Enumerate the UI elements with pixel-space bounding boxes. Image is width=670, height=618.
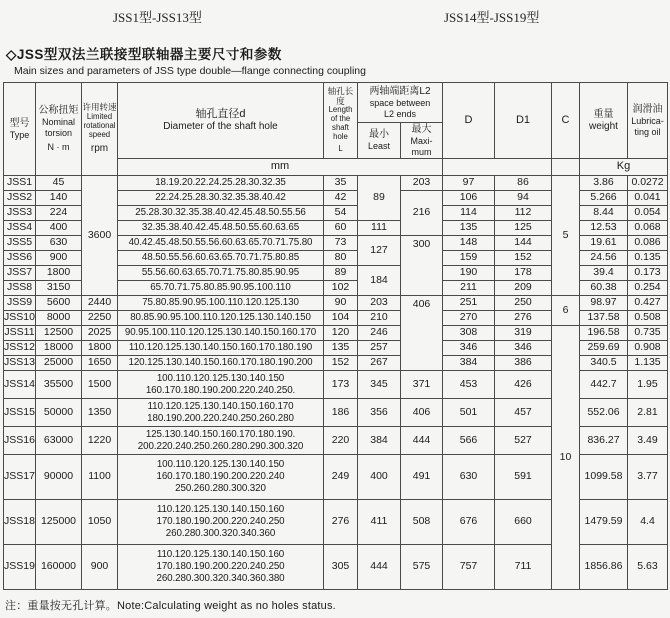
weight-label-cn: 重量 <box>593 108 614 120</box>
speed-label-cn: 许用转速 <box>82 102 117 113</box>
diameter-label-en: Diameter of the shaft hole <box>163 121 278 133</box>
cell-D1: 527 <box>495 427 552 455</box>
cell-weight: 3.86 <box>580 176 628 191</box>
cell-D1: 209 <box>495 281 552 296</box>
cell-weight: 12.53 <box>580 221 628 236</box>
cell-type: JSS15 <box>4 399 36 427</box>
cell-l2-least: 257 <box>358 341 401 356</box>
diameter-line: 32.35.38.40.42.45.48.50.55.60.63.65 <box>141 222 300 234</box>
cell-weight: 836.27 <box>580 427 628 455</box>
speed-label-en2: rotational <box>83 121 116 131</box>
cell-l2-least: 203 <box>358 296 401 311</box>
cell-oil: 1.135 <box>628 356 668 371</box>
length-symbol-label: L <box>338 144 343 154</box>
cell-length: 90 <box>324 296 358 311</box>
diameter-line: 90.95.100.110.120.125.130.140.150.160.170 <box>124 327 317 339</box>
cell-rpm: 1350 <box>82 399 118 427</box>
cell-torsion: 35500 <box>36 371 82 399</box>
cell-D: 251 <box>443 296 495 311</box>
cell-l2-max: 444 <box>401 427 443 455</box>
cell-D1: 660 <box>495 500 552 545</box>
diameter-line: 120.125.130.140.150.160.170.180.190.200 <box>128 357 313 369</box>
cell-diameters <box>118 326 324 341</box>
diameter-line: 48.50.55.56.60.63.65.70.71.75.80.85 <box>141 252 300 264</box>
diameter-line: 100.110.120.125.130.140.150 <box>156 372 285 384</box>
cell-torsion: 90000 <box>36 455 82 500</box>
col-header-oil <box>628 83 668 159</box>
cell-C: 6 <box>552 296 580 326</box>
cell-oil: 0.0272 <box>628 176 668 191</box>
col-header-l2-max <box>401 123 443 159</box>
oil-label-en2: ting oil <box>634 126 661 137</box>
cell-length: 73 <box>324 236 358 251</box>
cell-D1: 386 <box>495 356 552 371</box>
figure-caption-left: JSS1型-JSS13型 <box>113 10 202 25</box>
cell-rpm: 1800 <box>82 341 118 356</box>
col-header-type <box>4 83 36 176</box>
cell-D1: 346 <box>495 341 552 356</box>
cell-weight: 340.5 <box>580 356 628 371</box>
cell-type: JSS1 <box>4 176 36 191</box>
max-label-cn: 最大 <box>411 123 432 135</box>
cell-length: 249 <box>324 455 358 500</box>
cell-type: JSS12 <box>4 341 36 356</box>
cell-l2-least: 411 <box>358 500 401 545</box>
diameter-line: 250.260.280.300.320 <box>175 482 266 494</box>
cell-l2-least: 400 <box>358 455 401 500</box>
cell-diameters <box>118 191 324 206</box>
cell-D: 501 <box>443 399 495 427</box>
cell-diameters <box>118 427 324 455</box>
cell-torsion: 400 <box>36 221 82 236</box>
cell-C: 5 <box>552 176 580 296</box>
cell-D: 211 <box>443 281 495 296</box>
type-label-en: Type <box>9 129 30 140</box>
diameter-line: 260.280.300.320.340.360.380 <box>156 572 285 584</box>
cell-type: JSS17 <box>4 455 36 500</box>
cell-torsion: 12500 <box>36 326 82 341</box>
cell-diameters <box>118 281 324 296</box>
diameter-line: 200.220.240.250.260.280.290.300.320 <box>137 440 304 452</box>
diameter-line: 25.28.30.32.35.38.40.42.45.48.50.55.56 <box>135 207 306 219</box>
least-label-cn: 最小 <box>369 129 389 141</box>
cell-type: JSS16 <box>4 427 36 455</box>
cell-l2-least: 210 <box>358 311 401 326</box>
cell-D: 566 <box>443 427 495 455</box>
col-header-torsion <box>36 83 82 176</box>
cell-type: JSS19 <box>4 545 36 590</box>
cell-diameters <box>118 371 324 399</box>
cell-D1: 152 <box>495 251 552 266</box>
cell-D1: 125 <box>495 221 552 236</box>
cell-weight: 98.97 <box>580 296 628 311</box>
cell-torsion: 125000 <box>36 500 82 545</box>
torsion-label-en1: Nominal <box>41 117 75 128</box>
least-label-en: Least <box>367 141 391 152</box>
cell-length: 60 <box>324 221 358 236</box>
cell-diameters <box>118 176 324 191</box>
cell-weight: 552.06 <box>580 399 628 427</box>
footnote: 注：重量按无孔计算。Note:Calculating weight as no holes status. <box>5 600 336 612</box>
cell-D: 384 <box>443 356 495 371</box>
l2-label-en1: space between <box>369 97 431 108</box>
cell-type: JSS7 <box>4 266 36 281</box>
cell-D1: 178 <box>495 266 552 281</box>
cell-length: 135 <box>324 341 358 356</box>
cell-type: JSS3 <box>4 206 36 221</box>
cell-l2-least: 127 <box>358 236 401 266</box>
cell-oil: 0.254 <box>628 281 668 296</box>
cell-oil: 0.041 <box>628 191 668 206</box>
cell-weight: 8.44 <box>580 206 628 221</box>
unit-kg-cell: Kg <box>580 159 668 176</box>
cell-diameters <box>118 341 324 356</box>
diameter-line: 180.190.200.220.240.250.260.280 <box>147 412 294 424</box>
cell-rpm: 3600 <box>82 176 118 296</box>
cell-type: JSS2 <box>4 191 36 206</box>
cell-torsion: 50000 <box>36 399 82 427</box>
cell-length: 42 <box>324 191 358 206</box>
cell-l2-max: 575 <box>401 545 443 590</box>
cell-oil: 2.81 <box>628 399 668 427</box>
spec-table-body <box>4 176 668 590</box>
cell-diameters <box>118 311 324 326</box>
cell-length: 186 <box>324 399 358 427</box>
cell-weight: 39.4 <box>580 266 628 281</box>
cell-diameters <box>118 399 324 427</box>
cell-type: JSS18 <box>4 500 36 545</box>
cell-D1: 711 <box>495 545 552 590</box>
cell-length: 80 <box>324 251 358 266</box>
cell-weight: 19.61 <box>580 236 628 251</box>
cell-torsion: 3150 <box>36 281 82 296</box>
header-row-top <box>4 83 668 123</box>
cell-l2-max: 371 <box>401 371 443 399</box>
cell-D: 106 <box>443 191 495 206</box>
cell-diameters <box>118 236 324 251</box>
cell-torsion: 18000 <box>36 341 82 356</box>
diameter-line: 170.180.190.200.220.240.250 <box>156 516 285 528</box>
cell-l2-least: 356 <box>358 399 401 427</box>
cell-length: 220 <box>324 427 358 455</box>
cell-torsion: 25000 <box>36 356 82 371</box>
cell-oil: 5.63 <box>628 545 668 590</box>
cell-D: 159 <box>443 251 495 266</box>
diameter-line: 100.110.120.125.130.140.150 <box>156 459 285 471</box>
cell-length: 173 <box>324 371 358 399</box>
weight-label-en: weight <box>589 120 618 132</box>
col-header-diameter <box>118 83 324 159</box>
cell-C: 10 <box>552 326 580 590</box>
cell-l2-max: 508 <box>401 500 443 545</box>
max-label-en2: mum <box>411 146 432 157</box>
cell-D: 757 <box>443 545 495 590</box>
cell-type: JSS4 <box>4 221 36 236</box>
diameter-line: 40.42.45.48.50.55.56.60.63.65.70.71.75.80 <box>128 237 313 249</box>
diameter-line: 160.170.180.190.200.220.240 <box>156 471 285 483</box>
cell-l2-least: 444 <box>358 545 401 590</box>
cell-length: 89 <box>324 266 358 281</box>
cell-D1: 319 <box>495 326 552 341</box>
cell-D1: 426 <box>495 371 552 399</box>
oil-label-en1: Lubrica- <box>631 115 664 126</box>
cell-torsion: 224 <box>36 206 82 221</box>
figure-captions <box>0 0 670 35</box>
cell-length: 54 <box>324 206 358 221</box>
cell-torsion: 1800 <box>36 266 82 281</box>
cell-type: JSS14 <box>4 371 36 399</box>
cell-torsion: 45 <box>36 176 82 191</box>
cell-D: 270 <box>443 311 495 326</box>
cell-diameters <box>118 545 324 590</box>
cell-D1: 250 <box>495 296 552 311</box>
cell-D1: 457 <box>495 399 552 427</box>
cell-type: JSS10 <box>4 311 36 326</box>
torsion-label-cn: 公称扭矩 <box>38 105 79 117</box>
cell-l2-least: 89 <box>358 176 401 221</box>
page-subtitle: Main sizes and parameters of JSS type double—flange connecting coupling <box>14 65 366 77</box>
diameter-line: 260.280.300.320.340.360 <box>165 527 276 539</box>
diameter-line: 18.19.20.22.24.25.28.30.32.35 <box>155 177 286 189</box>
spec-row-JSS11 <box>4 326 668 341</box>
cell-l2-max: 216 <box>401 191 443 236</box>
cell-D: 114 <box>443 206 495 221</box>
length-label-en3: shaft hole <box>332 123 349 142</box>
cell-l2-max: 406 <box>401 399 443 427</box>
cell-type: JSS6 <box>4 251 36 266</box>
type-label-cn: 型号 <box>9 117 30 129</box>
cell-oil: 3.49 <box>628 427 668 455</box>
cell-rpm: 1100 <box>82 455 118 500</box>
cell-rpm: 2025 <box>82 326 118 341</box>
cell-weight: 24.56 <box>580 251 628 266</box>
cell-length: 276 <box>324 500 358 545</box>
cell-oil: 1.95 <box>628 371 668 399</box>
cell-l2-least: 345 <box>358 371 401 399</box>
cell-diameters <box>118 296 324 311</box>
cell-rpm: 900 <box>82 545 118 590</box>
cell-type: JSS13 <box>4 356 36 371</box>
cell-D: 346 <box>443 341 495 356</box>
cell-oil: 0.068 <box>628 221 668 236</box>
diameter-line: 80.85.90.95.100.110.120.125.130.140.150 <box>130 312 311 324</box>
figure-caption-right: JSS14型-JSS19型 <box>444 10 540 25</box>
diameter-line: 55.56.60.63.65.70.71.75.80.85.90.95 <box>141 267 300 279</box>
speed-label-en1: Limited <box>86 112 113 122</box>
spec-row-JSS1 <box>4 176 668 191</box>
cell-torsion: 160000 <box>36 545 82 590</box>
cell-oil: 4.4 <box>628 500 668 545</box>
cell-oil: 0.054 <box>628 206 668 221</box>
col-header-l2-group <box>358 83 443 123</box>
cell-length: 305 <box>324 545 358 590</box>
cell-l2-least: 111 <box>358 221 401 236</box>
cell-D: 453 <box>443 371 495 399</box>
cell-D: 630 <box>443 455 495 500</box>
cell-l2-max: 406 <box>401 296 443 371</box>
cell-type: JSS8 <box>4 281 36 296</box>
cell-length: 35 <box>324 176 358 191</box>
cell-weight: 5.266 <box>580 191 628 206</box>
cell-diameters <box>118 500 324 545</box>
cell-l2-least: 184 <box>358 266 401 296</box>
cell-D: 135 <box>443 221 495 236</box>
cell-rpm: 1050 <box>82 500 118 545</box>
cell-D: 148 <box>443 236 495 251</box>
diameter-line: 160.170.180.190.200.220.240.250. <box>145 384 296 396</box>
diameter-label-cn: 轴孔直径d <box>195 107 246 120</box>
length-label-cn: 轴孔长度 <box>327 85 354 106</box>
cell-diameters <box>118 455 324 500</box>
col-header-weight <box>580 83 628 159</box>
cell-oil: 0.908 <box>628 341 668 356</box>
oil-label-cn: 润滑油 <box>632 103 663 115</box>
unit-blank-c <box>552 159 580 176</box>
cell-weight: 442.7 <box>580 371 628 399</box>
l2-label-cn: 两轴端距离L2 <box>369 85 431 97</box>
cell-D1: 94 <box>495 191 552 206</box>
max-label-en1: Maxi- <box>410 135 433 146</box>
cell-l2-max: 300 <box>401 236 443 296</box>
diameter-line: 110.120.125.130.140.150.160.170.180.190 <box>128 342 313 354</box>
diameter-line: 75.80.85.90.95.100.110.120.125.130 <box>142 297 299 309</box>
col-header-C: C <box>552 83 580 159</box>
cell-D1: 112 <box>495 206 552 221</box>
cell-oil: 0.427 <box>628 296 668 311</box>
cell-l2-least: 384 <box>358 427 401 455</box>
cell-l2-max: 203 <box>401 176 443 191</box>
cell-length: 102 <box>324 281 358 296</box>
length-label-en2: of the <box>330 114 351 124</box>
l2-label-en2: L2 ends <box>383 108 417 119</box>
diameter-line: 110.120.125.130.140.150.160.170 <box>147 400 294 412</box>
cell-diameters <box>118 251 324 266</box>
speed-label-en3: speed <box>88 130 111 140</box>
length-label-en1: Length <box>328 105 353 115</box>
col-header-l2-least <box>358 123 401 159</box>
cell-D1: 144 <box>495 236 552 251</box>
col-header-speed <box>82 83 118 176</box>
cell-weight: 1856.86 <box>580 545 628 590</box>
cell-weight: 60.38 <box>580 281 628 296</box>
torsion-label-en2: torsion <box>44 128 72 139</box>
cell-weight: 137.58 <box>580 311 628 326</box>
cell-oil: 0.508 <box>628 311 668 326</box>
cell-weight: 196.58 <box>580 326 628 341</box>
cell-rpm: 1500 <box>82 371 118 399</box>
cell-D1: 276 <box>495 311 552 326</box>
cell-rpm: 2440 <box>82 296 118 311</box>
spec-table <box>3 82 668 590</box>
cell-weight: 259.69 <box>580 341 628 356</box>
cell-D: 190 <box>443 266 495 281</box>
cell-weight: 1099.58 <box>580 455 628 500</box>
cell-l2-max: 491 <box>401 455 443 500</box>
cell-diameters <box>118 206 324 221</box>
cell-torsion: 630 <box>36 236 82 251</box>
cell-oil: 0.173 <box>628 266 668 281</box>
cell-D: 308 <box>443 326 495 341</box>
cell-torsion: 5600 <box>36 296 82 311</box>
cell-D1: 86 <box>495 176 552 191</box>
unit-mm-cell: mm <box>118 159 443 176</box>
diameter-line: 170.180.190.200.220.240.250 <box>156 561 285 573</box>
cell-rpm: 2250 <box>82 311 118 326</box>
cell-type: JSS11 <box>4 326 36 341</box>
cell-torsion: 140 <box>36 191 82 206</box>
unit-blank-d-d1 <box>443 159 552 176</box>
col-header-D: D <box>443 83 495 159</box>
torsion-unit-label: N · m <box>47 141 70 152</box>
diameter-line: 65.70.71.75.80.85.90.95.100.110 <box>150 282 291 294</box>
cell-weight: 1479.59 <box>580 500 628 545</box>
col-header-D1: D1 <box>495 83 552 159</box>
cell-length: 120 <box>324 326 358 341</box>
cell-oil: 0.135 <box>628 251 668 266</box>
speed-unit-label: rpm <box>90 143 109 155</box>
cell-D: 676 <box>443 500 495 545</box>
diameter-line: 110.120.125.130.140.150.160 <box>156 504 285 516</box>
col-header-length <box>324 83 358 159</box>
cell-torsion: 900 <box>36 251 82 266</box>
cell-l2-least: 267 <box>358 356 401 371</box>
cell-torsion: 8000 <box>36 311 82 326</box>
cell-diameters <box>118 221 324 236</box>
cell-type: JSS9 <box>4 296 36 311</box>
cell-l2-least: 246 <box>358 326 401 341</box>
cell-D1: 591 <box>495 455 552 500</box>
cell-D: 97 <box>443 176 495 191</box>
diameter-line: 110.120.125.130.140.150.160 <box>156 549 285 561</box>
cell-length: 152 <box>324 356 358 371</box>
cell-oil: 3.77 <box>628 455 668 500</box>
cell-oil: 0.735 <box>628 326 668 341</box>
cell-diameters <box>118 356 324 371</box>
page-title: ◇JSS型双法兰联接型联轴器主要尺寸和参数 <box>6 47 282 62</box>
cell-oil: 0.086 <box>628 236 668 251</box>
cell-diameters <box>118 266 324 281</box>
diameter-line: 22.24.25.28.30.32.35.38.40.42 <box>155 192 286 204</box>
cell-rpm: 1650 <box>82 356 118 371</box>
diameter-line: 125.130.140.150.160.170.180.190. <box>145 428 296 440</box>
spec-row-JSS9 <box>4 296 668 311</box>
cell-torsion: 63000 <box>36 427 82 455</box>
cell-type: JSS5 <box>4 236 36 251</box>
cell-length: 104 <box>324 311 358 326</box>
cell-rpm: 1220 <box>82 427 118 455</box>
